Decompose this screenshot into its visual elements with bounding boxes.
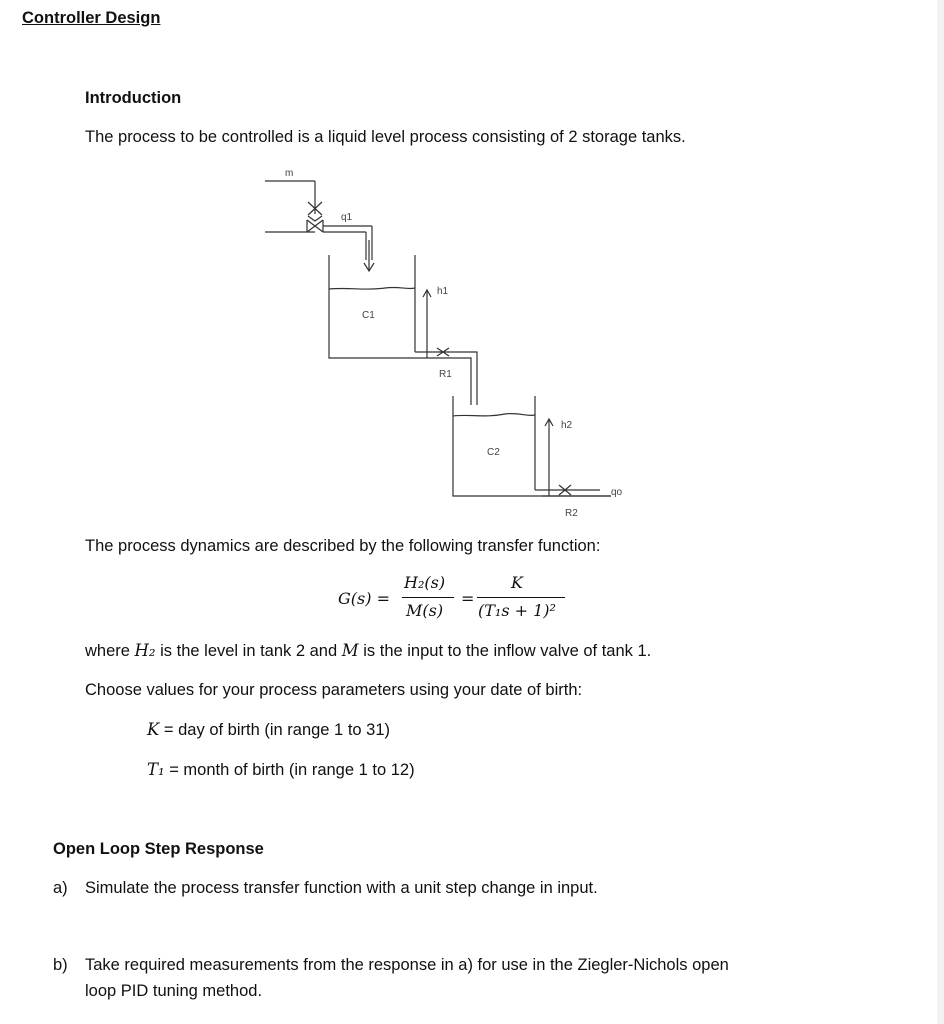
transfer-function-equation: [338, 572, 578, 624]
choose-text: Choose values for your process parameters using your date of birth:: [85, 681, 583, 699]
introduction-text: The process to be controlled is a liquid level process consisting of 2 storage tanks.: [85, 128, 686, 146]
equation-denominator-2: (T₁s + 1)²: [478, 601, 556, 620]
label-r1: R1: [439, 369, 452, 380]
introduction-heading: Introduction: [85, 89, 182, 107]
k-definition: K = day of birth (in range 1 to 31): [147, 720, 391, 739]
equation-lhs: G(s) =: [338, 589, 390, 608]
label-r2: R2: [565, 508, 578, 519]
equation-numerator-1: H₂(s): [404, 573, 446, 592]
open-loop-heading: Open Loop Step Response: [53, 840, 264, 858]
item-a-text: Simulate the process transfer function with a unit step change in input.: [85, 879, 598, 897]
m-symbol: M: [341, 641, 359, 660]
inlet-valve-body: [307, 220, 323, 232]
item-b-text-line2: loop PID tuning method.: [85, 982, 263, 1000]
item-b-text-line1: Take required measurements from the response in a) for use in the Ziegler-Nichols open: [85, 956, 729, 974]
fraction-bar-1: [402, 597, 454, 598]
page-edge: [937, 0, 944, 1024]
item-b-marker: b): [53, 956, 68, 974]
document-title: Controller Design: [22, 9, 161, 27]
tank2-level: [453, 414, 535, 416]
label-q1: q1: [341, 212, 353, 223]
t1-definition: T₁ = month of birth (in range 1 to 12): [147, 760, 415, 779]
equation-equals-2: =: [461, 589, 475, 608]
dynamics-text: The process dynamics are described by the following transfer function:: [85, 537, 601, 555]
tank1-wall: [329, 255, 423, 358]
label-h2: h2: [561, 420, 573, 431]
equation-denominator-1: M(s): [406, 601, 444, 620]
label-c2: C2: [487, 447, 500, 458]
tank2-wall: [453, 396, 611, 496]
label-m: m: [285, 168, 294, 179]
k-symbol: K: [147, 720, 160, 739]
where-line: where H₂ is the level in tank 2 and M is the input to the inflow valve of tank 1.: [85, 641, 652, 660]
h2-symbol: H₂: [134, 641, 156, 660]
label-qo: qo: [611, 487, 623, 498]
tank1-level: [329, 287, 415, 289]
fraction-bar-2: [477, 597, 565, 598]
two-tank-diagram: [255, 160, 635, 525]
inlet-valve-icon: [308, 202, 322, 221]
t1-symbol: T₁: [147, 760, 165, 779]
item-a-marker: a): [53, 879, 68, 897]
equation-numerator-2: K: [511, 573, 523, 592]
label-h1: h1: [437, 286, 449, 297]
tank2-outlet-pipe: [535, 490, 611, 496]
label-c1: C1: [362, 310, 375, 321]
